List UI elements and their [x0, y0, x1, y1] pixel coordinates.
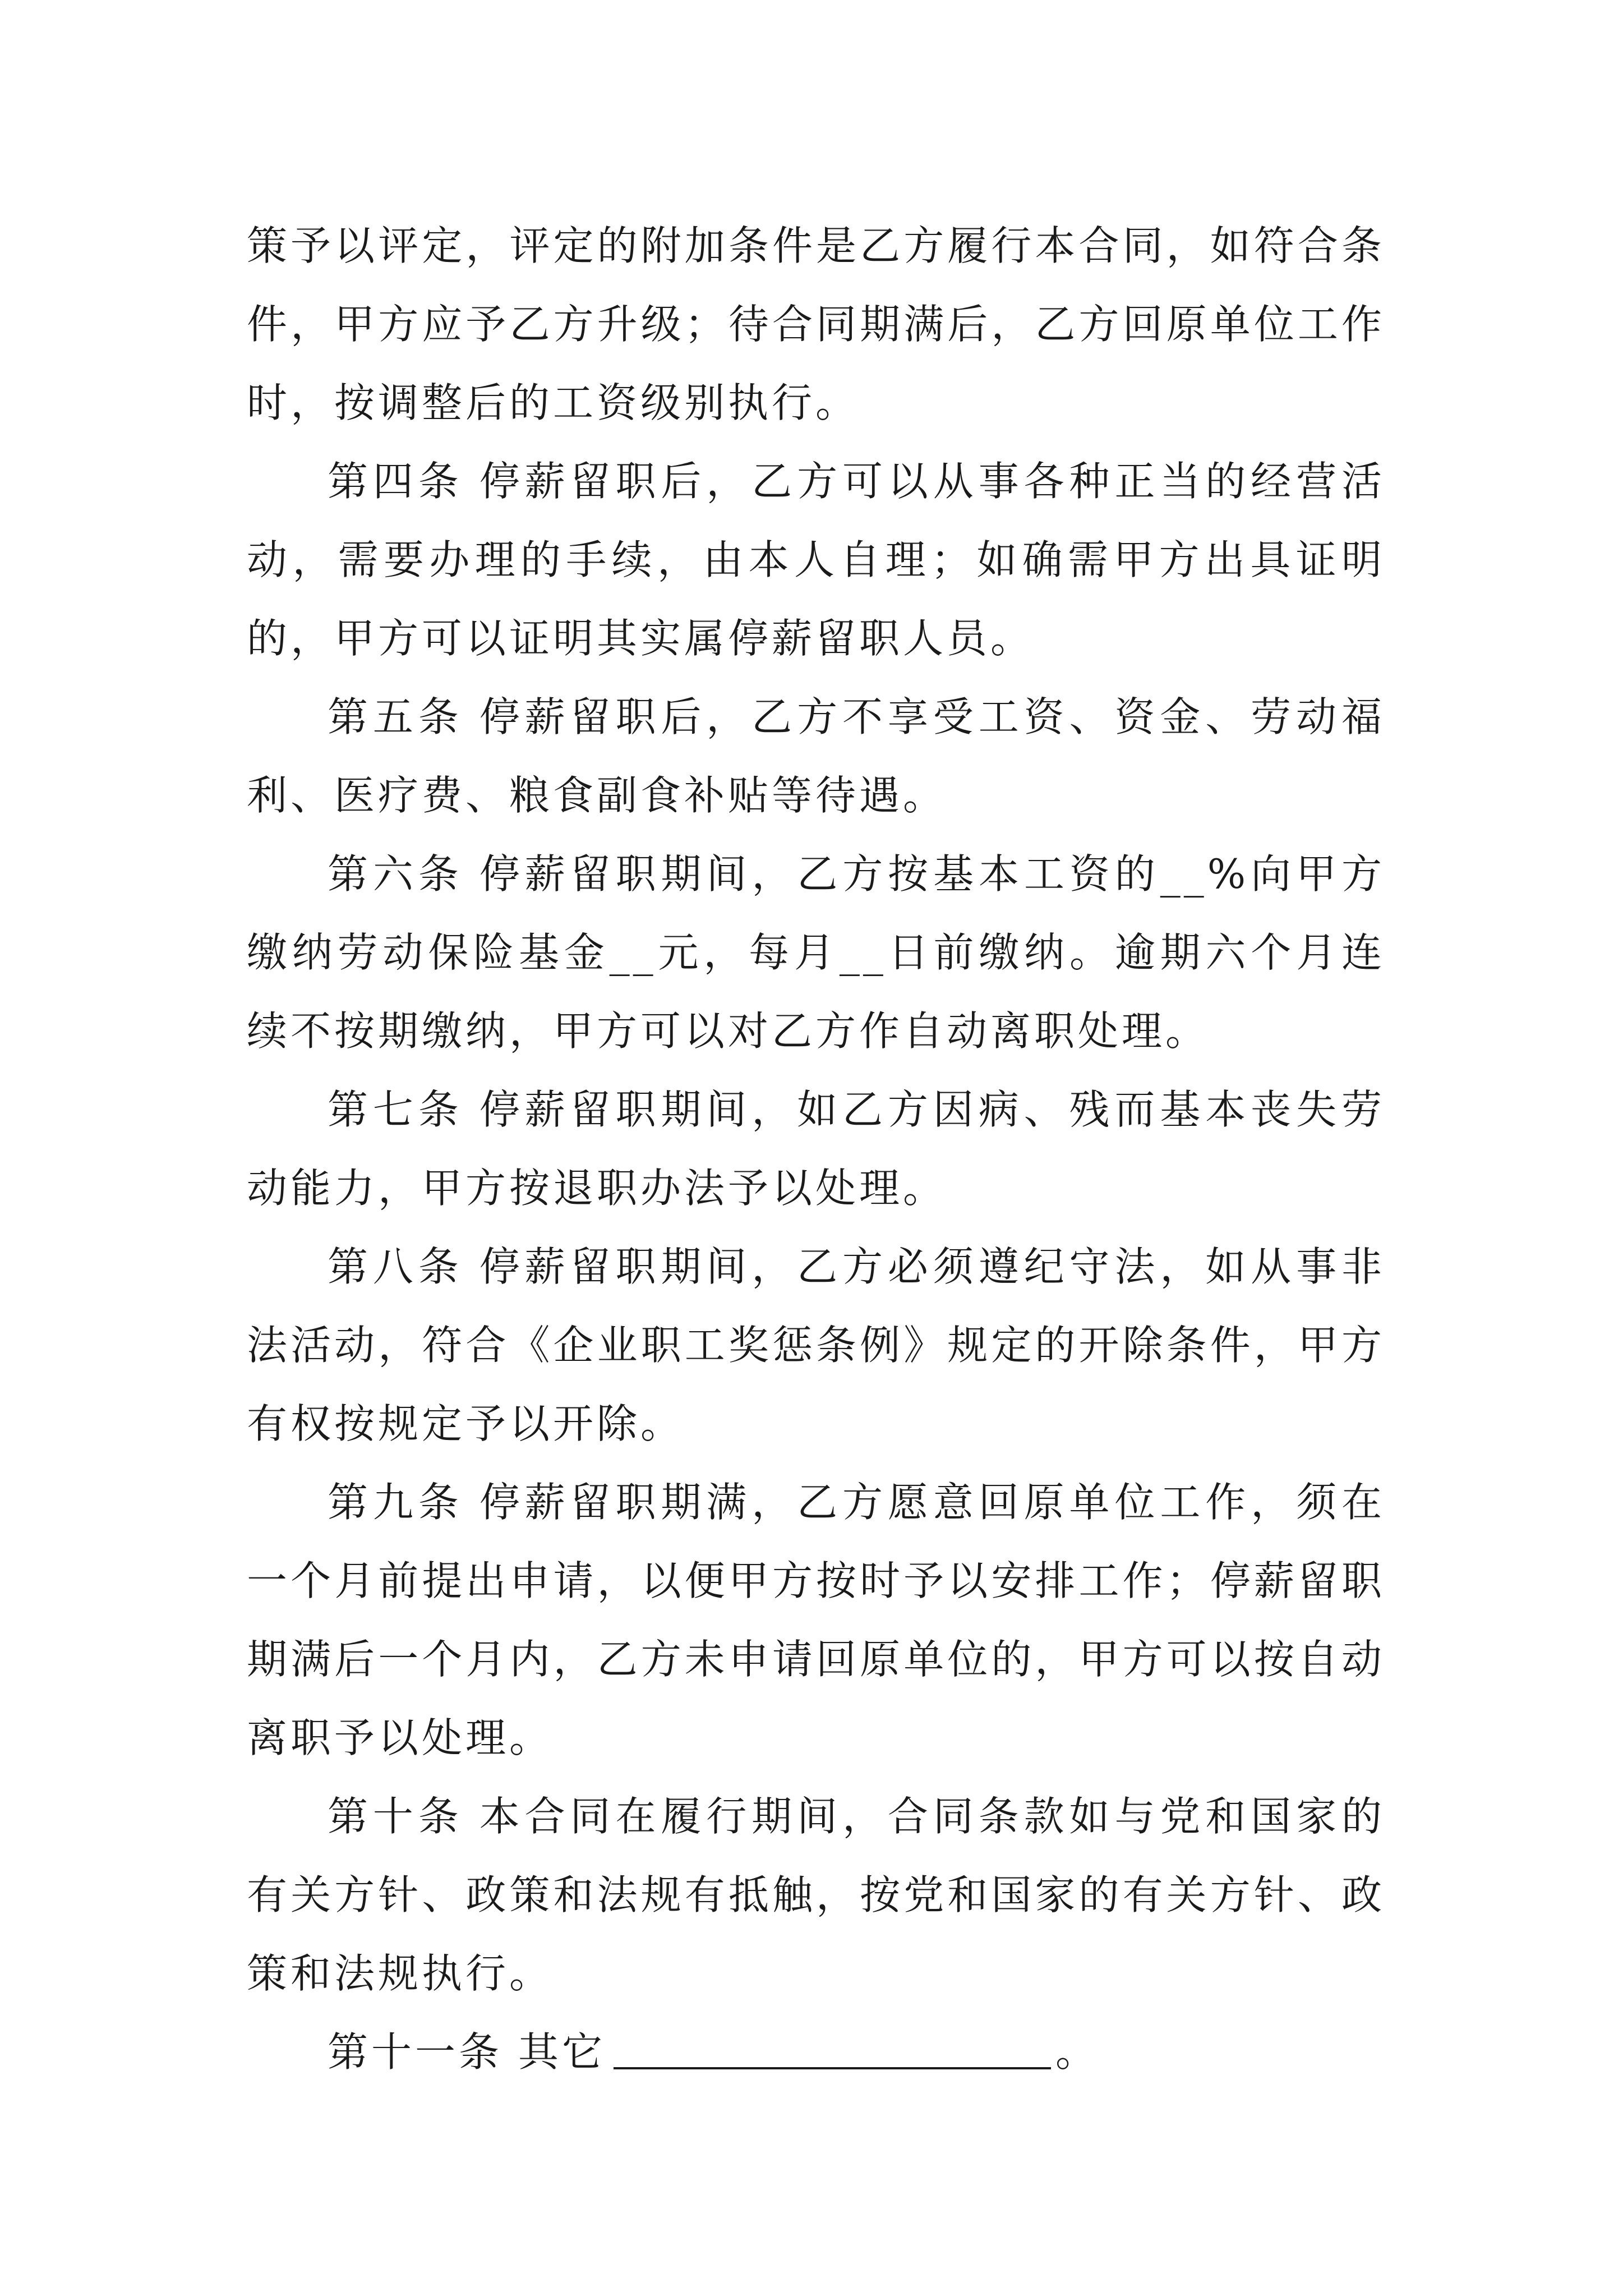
article-label: 第七条	[328, 1086, 464, 1133]
article-7	[247, 1070, 1385, 1227]
article-label: 第四条	[328, 458, 464, 505]
article-11	[247, 2013, 1385, 2091]
article-text: 停薪留职期间，如乙方因病、残而基本丧失劳动能力，甲方按退职办法予以处理。	[247, 1086, 1385, 1212]
article-label: 第十条	[328, 1793, 464, 1840]
article-text: 停薪留职后，乙方不享受工资、资金、劳动福利、医疗费、粮食副食补贴等待遇。	[247, 693, 1385, 819]
article-8	[247, 1227, 1385, 1463]
article-text: 停薪留职期满，乙方愿意回原单位工作，须在一个月前提出申请，以便甲方按时予以安排工作；停薪留职期满后一个月内，乙方未申请回原单位的，甲方可以按自动离职予以处理。	[247, 1479, 1385, 1761]
end-mark: 。	[1055, 2028, 1100, 2076]
contract-body	[247, 206, 1385, 2091]
article-text: 停薪留职期间，乙方必须遵纪守法，如从事非法活动，符合《企业职工奖惩条例》规定的开除条件，甲方有权按规定予以开除。	[247, 1243, 1385, 1447]
article-6	[247, 835, 1385, 1070]
article-label: 第九条	[328, 1479, 464, 1526]
article-label: 第六条	[328, 850, 464, 898]
article-text: 其它	[518, 2028, 606, 2076]
article-4	[247, 442, 1385, 678]
article-label: 第十一条	[328, 2028, 503, 2076]
article-5	[247, 678, 1385, 835]
fill-in-blank	[614, 2033, 1051, 2069]
article-9	[247, 1463, 1385, 1777]
article-label: 第八条	[328, 1243, 464, 1290]
article-10	[247, 1777, 1385, 2013]
article-text: 停薪留职期间，乙方按基本工资的__%向甲方缴纳劳动保险基金__元，每月__日前缴纳。逾期六个月连续不按期缴纳，甲方可以对乙方作自动离职处理。	[247, 850, 1385, 1055]
article-label: 第五条	[328, 693, 464, 740]
article-text: 本合同在履行期间，合同条款如与党和国家的有关方针、政策和法规有抵触，按党和国家的有关方针、政策和法规执行。	[247, 1793, 1385, 1997]
continuation-paragraph: 策予以评定，评定的附加条件是乙方履行本合同，如符合条件，甲方应予乙方升级；待合同期满后，乙方回原单位工作时，按调整后的工资级别执行。	[247, 222, 1385, 426]
article-text: 停薪留职后，乙方可以从事各种正当的经营活动，需要办理的手续，由本人自理；如确需甲方出具证明的，甲方可以证明其实属停薪留职人员。	[247, 458, 1385, 662]
